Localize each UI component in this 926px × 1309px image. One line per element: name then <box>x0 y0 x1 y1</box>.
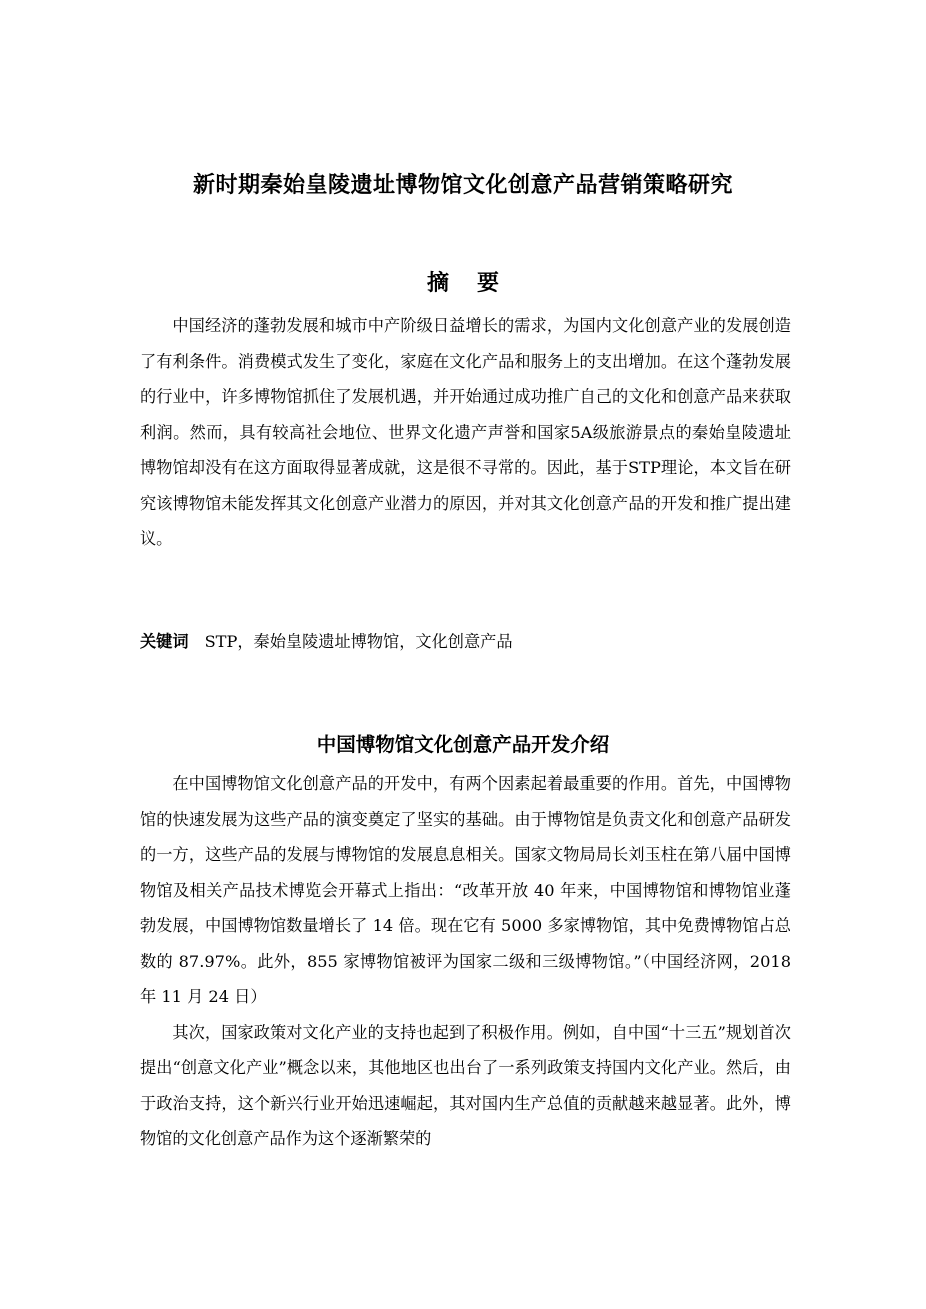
section-paragraph: 在中国博物馆文化创意产品的开发中，有两个因素起着最重要的作用。首先，中国博物馆的快速发展为这些产品的演变奠定了坚实的基础。由于博物馆是负责文化和创意产品研发的一方，这些产品的发展与博物馆的发展息息相关。国家文物局局长刘玉柱在第八届中国博物馆及相关产品技术博览会开幕式上指出：“改革开放 40 年来，中国博物馆和博物馆业蓬勃发展，中国博物馆数量增长了 14 倍。现在它有 5000 多家博物馆，其中免费博物馆占总数的 87.97%。此外，855 家博物馆被评为国家二级和三级博物馆。”（中国经济网，2018 年 11 月 24 日） <box>140 774 791 1006</box>
abstract-heading: 摘要 <box>426 271 527 296</box>
keywords-line <box>140 624 791 660</box>
section-body <box>140 766 791 1157</box>
keywords-label: 关键词 <box>140 632 189 651</box>
section-paragraph: 其次，国家政策对文化产业的支持也起到了积极作用。例如，自中国“十三五”规划首次提出“创意文化产业”概念以来，其他地区也出台了一系列政策支持国内文化产业。然后，由于政治支持，这个新兴行业开始迅速崛起，其对国内生产总值的贡献越来越显著。此外，博物馆的文化创意产品作为这个逐渐繁荣的 <box>140 1022 791 1148</box>
abstract-section <box>140 308 791 557</box>
keywords-text: STP，秦始皇陵遗址博物馆，文化创意产品 <box>204 632 513 651</box>
document-title: 新时期秦始皇陵遗址博物馆文化创意产品营销策略研究 <box>192 173 733 198</box>
section-heading: 中国博物馆文化创意产品开发介绍 <box>316 733 610 756</box>
abstract-paragraph: 中国经济的蓬勃发展和城市中产阶级日益增长的需求，为国内文化创意产业的发展创造了有利条件。消费模式发生了变化，家庭在文化产品和服务上的支出增加。在这个蓬勃发展的行业中，许多博物馆抓住了发展机遇，并开始通过成功推广自己的文化和创意产品来获取利润。然而，具有较高社会地位、世界文化遗产声誉和国家5A级旅游景点的秦始皇陵遗址博物馆却没有在这方面取得显著成就，这是很不寻常的。因此，基于STP理论，本文旨在研究该博物馆未能发挥其文化创意产业潜力的原因，并对其文化创意产品的开发和推广提出建议。 <box>140 316 791 548</box>
